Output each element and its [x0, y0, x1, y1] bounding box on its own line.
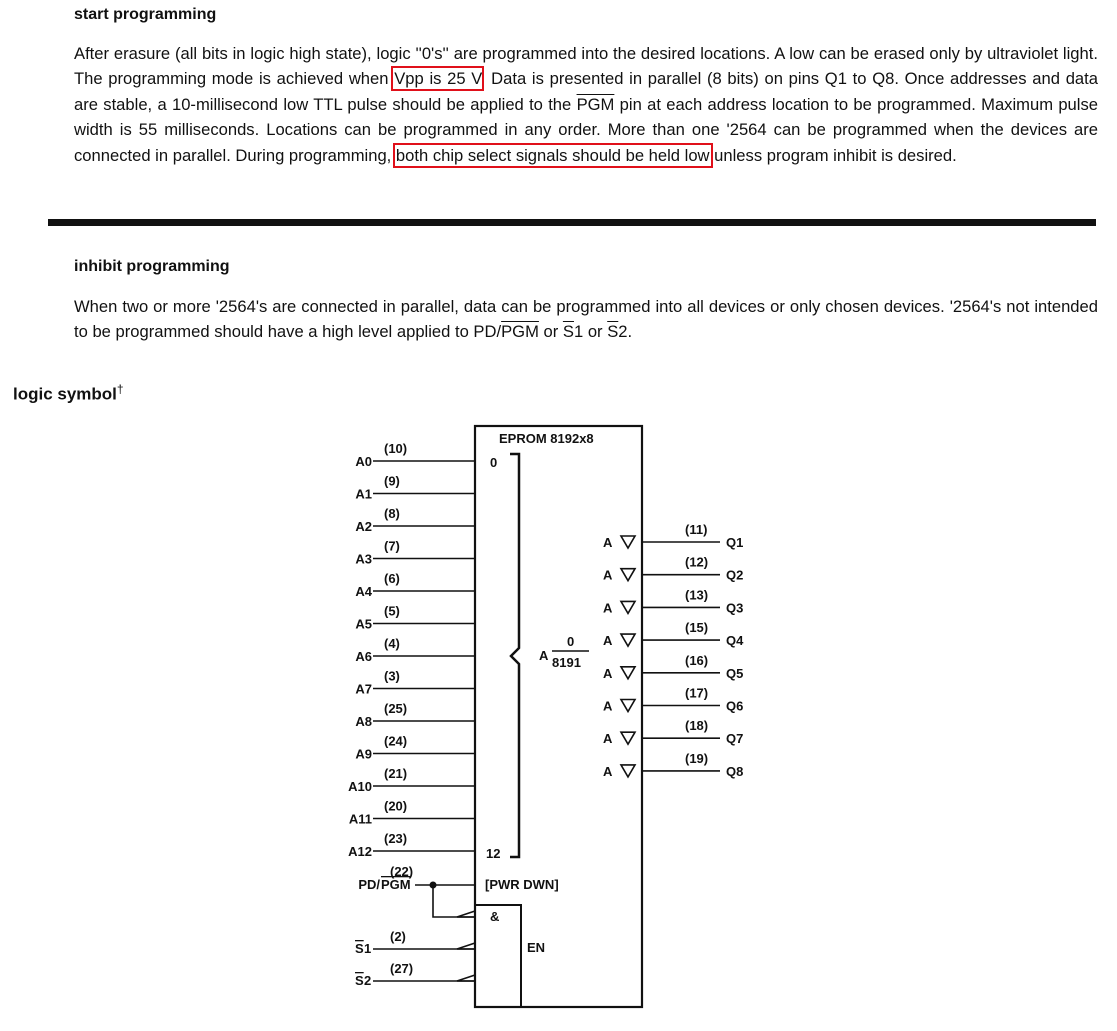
address-pin-number-a6: (4): [384, 636, 400, 651]
output-a-label-q2: A: [603, 567, 613, 583]
s2-num: 2: [364, 973, 372, 988]
address-pin-number-a4: (6): [384, 571, 400, 586]
address-pin-number-a12: (23): [384, 831, 408, 846]
address-pin-number-a11: (20): [384, 798, 408, 814]
s1-num: 1: [364, 941, 372, 956]
address-pin-number-a1: (9): [384, 473, 400, 489]
address-pin-name-a7: A7: [355, 681, 372, 697]
output-pin-number-q7: (18): [685, 718, 709, 734]
inhibit-text-4: .: [627, 322, 633, 342]
start-text-2: . Data is presented in parallel (8 bits) on pins Q1 to Q8. Once addresses and data are stable, a 10-millisecond low TTL pulse should be applied to the: [74, 69, 1098, 114]
pd-pin: (22): [390, 864, 414, 879]
address-pin-number-a2: (8): [384, 506, 400, 521]
output-a-label-q3: A: [603, 600, 613, 616]
start-text-3: pin at each address location to be programmed. Maximum pulse width is 55 milliseconds. Locations can be programmed in any order. More than one '2564 can be programmed when the devices are connected in parallel. During programming,: [74, 94, 1099, 165]
output-a-label-q7: A: [603, 731, 613, 747]
output-pin-number-q6: (17): [685, 685, 709, 701]
output-pin-number-q4: (15): [685, 620, 709, 636]
inhibit-programming-heading: inhibit programming: [74, 258, 230, 275]
address-inputs: [348, 441, 475, 859]
inhibit-pgm-overbar: $\overline{PGM}$: [501, 322, 539, 342]
addr-range-a: A: [539, 648, 549, 663]
address-pin-name-a9: A9: [355, 746, 372, 762]
inhibit-s2-num: 2: [618, 322, 628, 342]
output-a-label-q5: A: [603, 665, 613, 681]
output-tristate-icon: [621, 667, 635, 679]
inhibit-s1-num: 1: [573, 322, 584, 342]
output-pin-number-q2: (12): [685, 554, 709, 570]
output-pin-name-q4: Q4: [726, 633, 744, 649]
s1-pin: (2): [390, 929, 406, 944]
address-pin-name-a1: A1: [355, 486, 372, 502]
pd-branch: [433, 885, 475, 917]
addr-range-top: 0: [567, 634, 575, 649]
address-pin-number-a8: (25): [384, 701, 408, 716]
address-pin-name-a12: A12: [348, 844, 372, 859]
en-label: EN: [527, 940, 546, 955]
address-pin-name-a2: A2: [355, 519, 372, 534]
highlight-chip-select: both chip select signals should be held low: [395, 145, 710, 165]
pd-label-bar: PGM: [381, 877, 411, 892]
address-pin-number-a7: (3): [384, 668, 400, 684]
address-pin-name-a10: A10: [348, 779, 372, 794]
chip-title: EPROM 8192x8: [499, 431, 594, 446]
output-tristate-icon: [621, 732, 635, 744]
address-pin-name-a6: A6: [355, 649, 372, 664]
address-pin-number-a3: (7): [384, 538, 400, 554]
output-pin-number-q5: (16): [685, 652, 709, 668]
dagger-mark: †: [116, 382, 124, 396]
chip-outline: [475, 426, 642, 1007]
address-pin-name-a3: A3: [355, 551, 372, 567]
output-pin-name-q7: Q7: [726, 731, 744, 747]
s1-letter: S: [355, 941, 364, 956]
output-pin-name-q1: Q1: [726, 535, 744, 550]
pd-label-prefix: PD/: [358, 877, 380, 892]
output-pin-name-q3: Q3: [726, 600, 744, 616]
output-a-label-q4: A: [603, 633, 613, 649]
output-pin-name-q2: Q2: [726, 567, 744, 583]
start-text-1: After erasure (all bits in logic high state), logic ''0's'' are programmed into the desired locations. A low can be erased only by ultraviolet light. The programming mode is achieved when: [74, 44, 1098, 89]
output-a-label-q1: A: [603, 535, 613, 550]
address-pin-name-a4: A4: [355, 584, 372, 599]
output-pin-number-q3: (13): [685, 587, 709, 603]
output-a-label-q8: A: [603, 763, 613, 779]
addr-end-label: 12: [486, 846, 501, 861]
address-pin-name-a11: A11: [348, 811, 372, 827]
output-pin-number-q1: (11): [685, 522, 708, 537]
inhibit-s1-overbar: $\overline{S}$: [562, 322, 574, 342]
address-pin-name-a0: A0: [355, 454, 372, 469]
s1-active-low: [457, 943, 475, 949]
pgm-overbar: $\overline{PGM}$: [576, 94, 615, 114]
output-pin-name-q6: Q6: [726, 698, 744, 714]
inhibit-s2-overbar: $\overline{S}$: [607, 322, 619, 342]
start-programming-heading: start programming: [74, 6, 217, 23]
start-text-4: unless program inhibit is desired.: [709, 145, 957, 165]
inhibit-text-3: or: [583, 322, 608, 342]
s2-letter: S: [355, 973, 364, 988]
address-pin-name-a5: A5: [355, 616, 372, 632]
s2-active-low: [457, 975, 475, 981]
and-label: &: [490, 909, 500, 924]
output-tristate-icon: [621, 536, 635, 548]
address-pin-name-a8: A8: [355, 714, 372, 729]
address-bracket: [510, 454, 519, 857]
inhibit-text-1: When two or more '2564's are connected in parallel, data can be programmed into all devices or only chosen devices. '2564's not intended to be programmed should have a high level applied to PD/: [74, 297, 1098, 342]
pd-active-low: [457, 911, 475, 917]
data-outputs: [603, 522, 744, 779]
addr-range-bottom: 8191: [552, 655, 581, 670]
output-pin-name-q5: Q5: [726, 665, 744, 681]
pwr-dwn-label: [PWR DWN]: [485, 877, 559, 892]
output-a-label-q6: A: [603, 698, 613, 714]
output-pin-number-q8: (19): [685, 750, 709, 766]
output-tristate-icon: [621, 765, 635, 777]
address-pin-number-a10: (21): [384, 766, 408, 781]
output-tristate-icon: [621, 601, 635, 613]
output-tristate-icon: [621, 700, 635, 712]
inhibit-text-2: or: [538, 322, 563, 342]
addr-start-label: 0: [490, 455, 498, 470]
address-pin-number-a5: (5): [384, 603, 400, 619]
logic-symbol-title-text: logic symbol: [13, 384, 117, 404]
address-pin-number-a0: (10): [384, 441, 408, 456]
output-tristate-icon: [621, 569, 635, 581]
s2-pin: (27): [390, 961, 414, 976]
address-pin-number-a9: (24): [384, 733, 408, 749]
output-tristate-icon: [621, 634, 635, 646]
output-pin-name-q8: Q8: [726, 763, 744, 779]
highlight-vpp: Vpp is 25 V: [394, 69, 481, 89]
